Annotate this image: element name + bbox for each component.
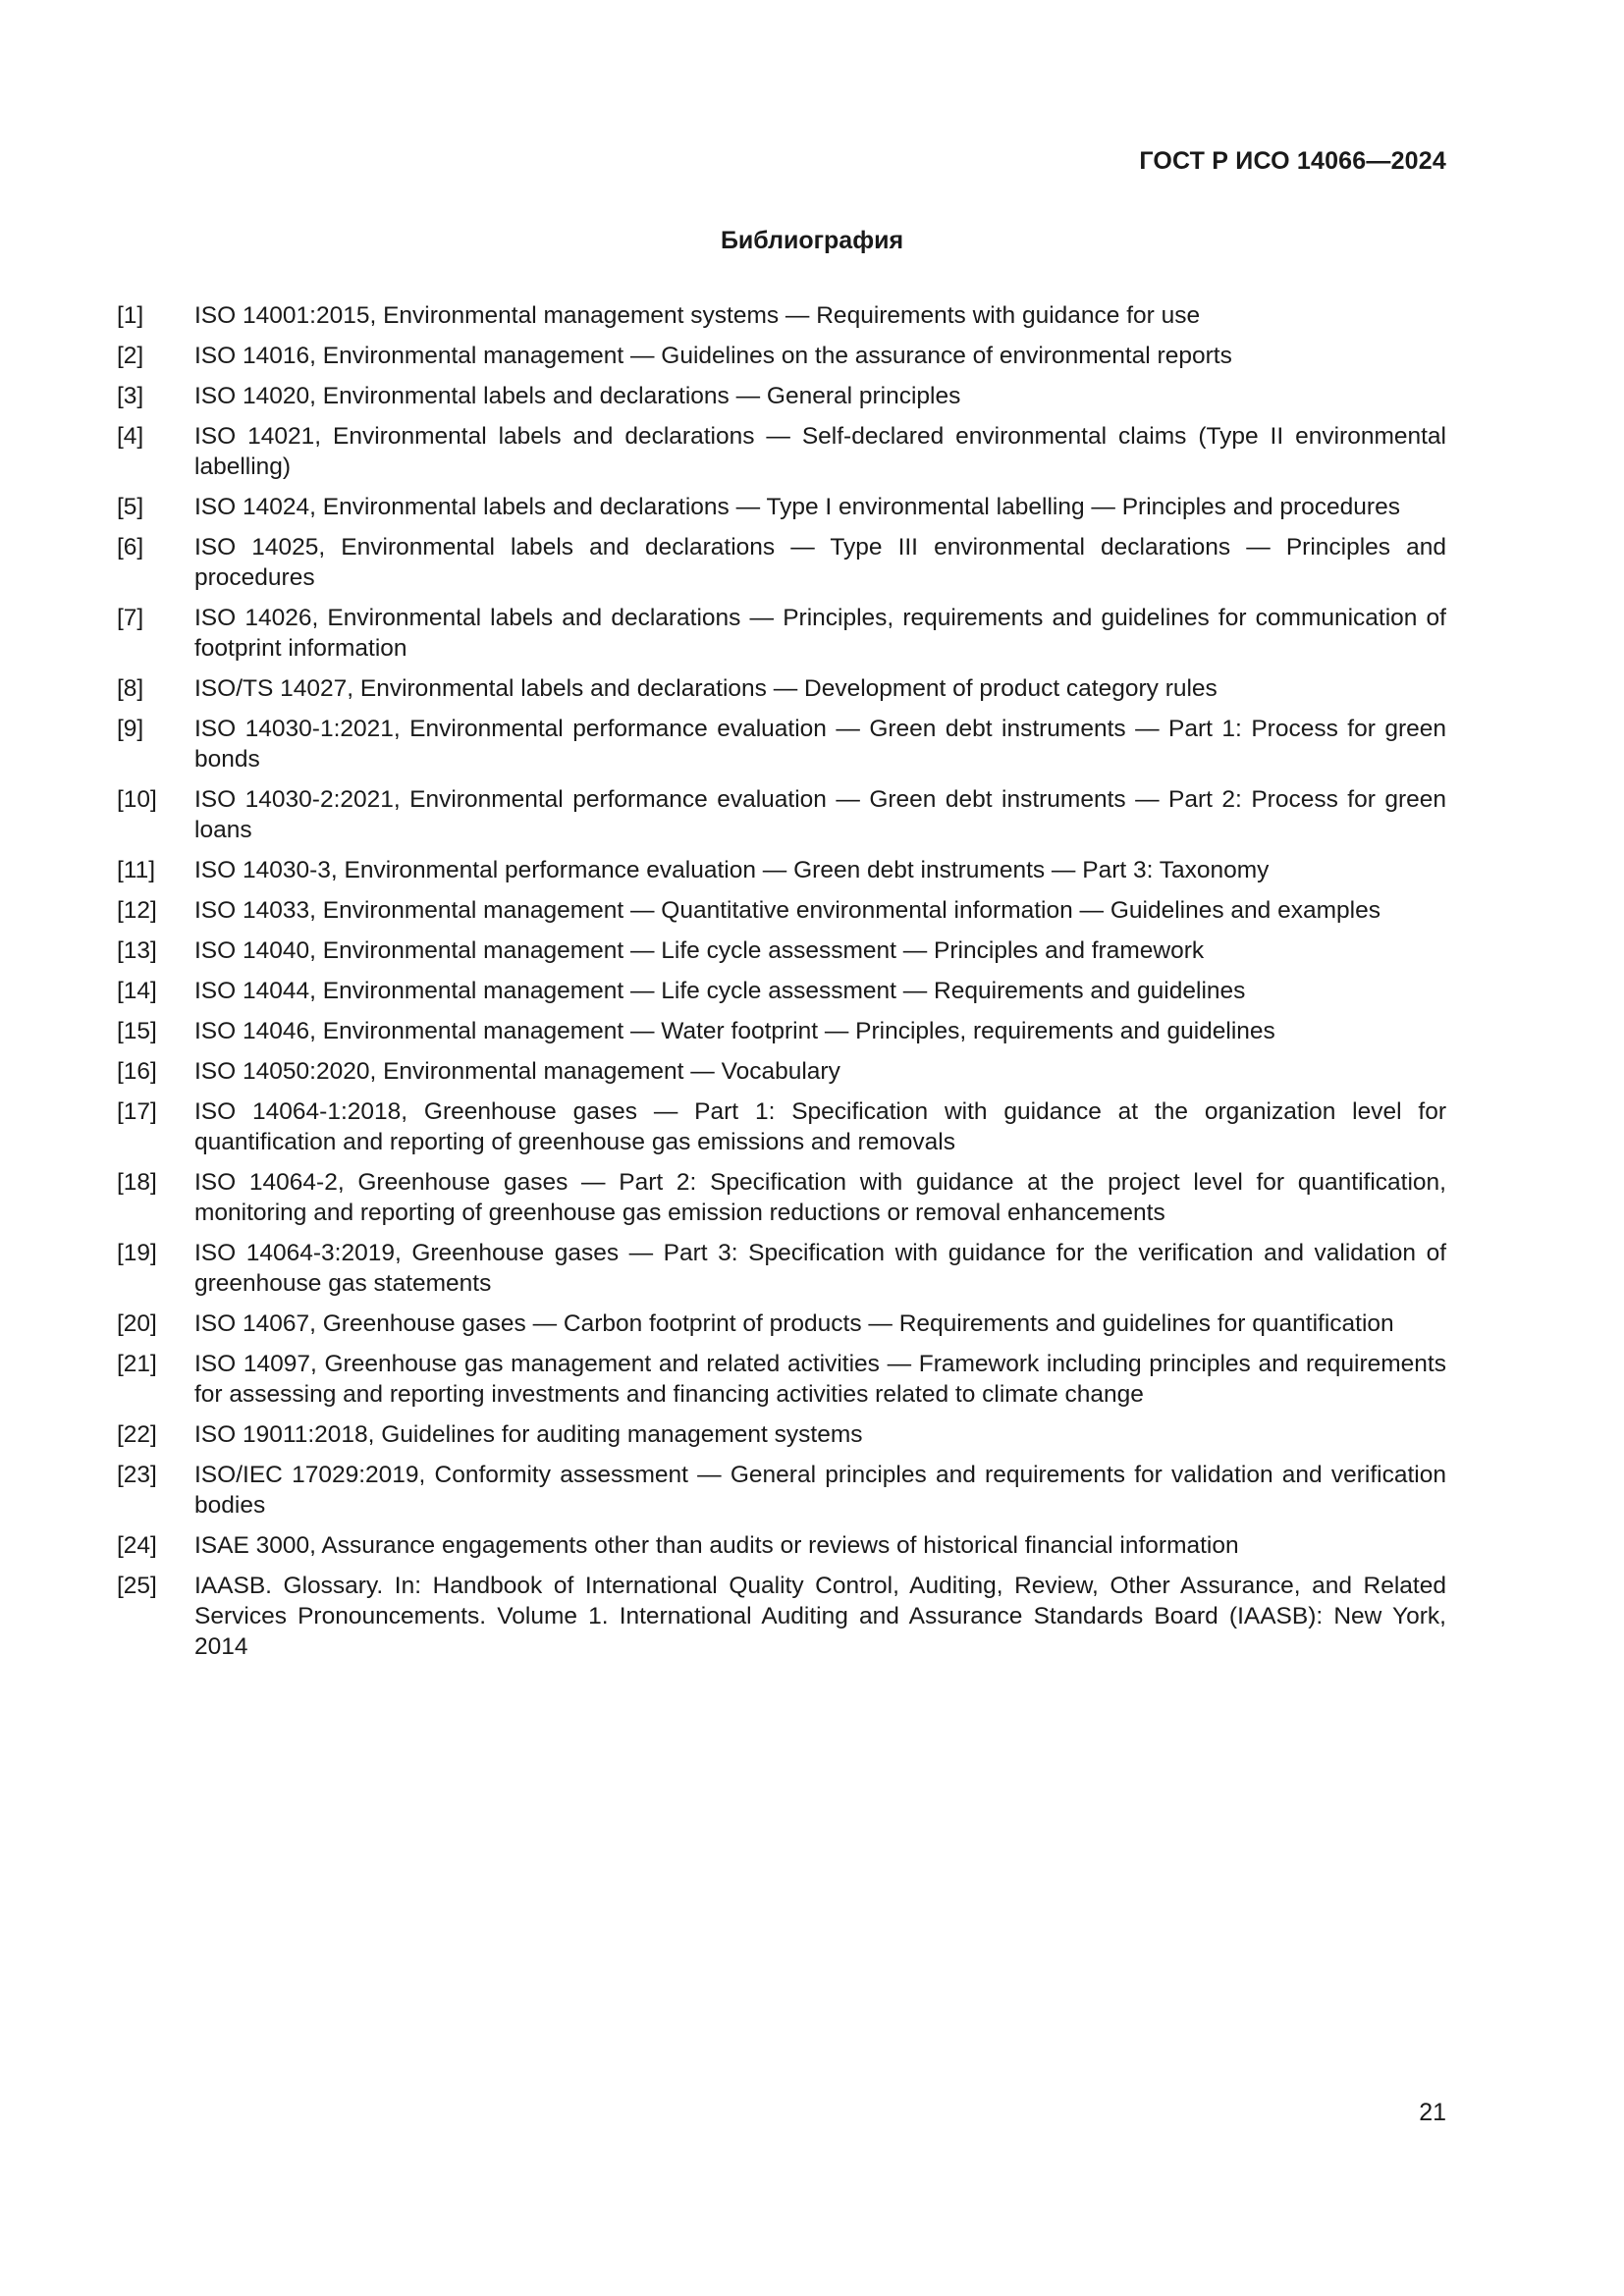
- entry-number: [6]: [117, 534, 144, 561]
- bibliography-entry: [117, 935, 1446, 966]
- bibliography-entry: [117, 492, 1446, 522]
- bibliography-entry: [117, 714, 1446, 774]
- entry-text: ISO 14030-1:2021, Environmental performance evaluation — Green debt instruments — Part 1: Process for green bonds: [194, 716, 1446, 773]
- bibliography-entry: [117, 603, 1446, 664]
- bibliography-entry: [117, 976, 1446, 1006]
- bibliography-entry: [117, 300, 1446, 331]
- bibliography-entry: [117, 341, 1446, 371]
- entry-text: ISO 19011:2018, Guidelines for auditing management systems: [194, 1421, 863, 1448]
- entry-number: [25]: [117, 1573, 157, 1599]
- entry-text: ISO/TS 14027, Environmental labels and declarations — Development of product category rules: [194, 675, 1218, 702]
- entry-text: ISO 14024, Environmental labels and declarations — Type I environmental labelling — Principles and procedures: [194, 494, 1400, 520]
- entry-text: ISO 14097, Greenhouse gas management and related activities — Framework including principles and requirements for assessing and reporting investments and financing activities related to climate change: [194, 1351, 1446, 1408]
- bibliography-entry: [117, 1308, 1446, 1339]
- bibliography-entry: [117, 1571, 1446, 1662]
- bibliography-entry: [117, 1016, 1446, 1046]
- entry-number: [1]: [117, 302, 144, 329]
- entry-number: [20]: [117, 1310, 157, 1337]
- entry-number: [23]: [117, 1462, 157, 1488]
- bibliography-entry: [117, 381, 1446, 411]
- entry-number: [14]: [117, 978, 157, 1004]
- entry-text: ISO 14050:2020, Environmental management — Vocabulary: [194, 1058, 840, 1085]
- bibliography-entry: [117, 1238, 1446, 1299]
- entry-text: ISO 14064-3:2019, Greenhouse gases — Part 3: Specification with guidance for the verification and validation of greenhouse gas statements: [194, 1240, 1446, 1297]
- entry-text: ISO 14064-1:2018, Greenhouse gases — Part 1: Specification with guidance at the organization level for quantification and reporting of greenhouse gas emissions and removals: [194, 1098, 1446, 1155]
- entry-number: [12]: [117, 897, 157, 924]
- entry-number: [5]: [117, 494, 144, 520]
- entry-number: [7]: [117, 605, 144, 631]
- entry-text: ISAE 3000, Assurance engagements other than audits or reviews of historical financial information: [194, 1532, 1239, 1559]
- entry-text: ISO 14030-3, Environmental performance evaluation — Green debt instruments — Part 3: Taxonomy: [194, 857, 1270, 883]
- bibliography-entry: [117, 895, 1446, 926]
- entry-text: ISO 14046, Environmental management — Water footprint — Principles, requirements and guidelines: [194, 1018, 1275, 1044]
- entry-number: [9]: [117, 716, 144, 742]
- entry-text: ISO 14040, Environmental management — Life cycle assessment — Principles and framework: [194, 937, 1205, 964]
- entry-number: [19]: [117, 1240, 157, 1266]
- bibliography-entry: [117, 855, 1446, 885]
- entry-number: [3]: [117, 383, 144, 409]
- entry-number: [16]: [117, 1058, 157, 1085]
- entry-text: ISO 14016, Environmental management — Guidelines on the assurance of environmental reports: [194, 343, 1232, 369]
- entry-text: IAASB. Glossary. In: Handbook of International Quality Control, Auditing, Review, Other Assurance, and Related Services Pronouncements. Volume 1. International Auditing and Assurance Standards Board (IAASB): New York, 2014: [194, 1573, 1446, 1660]
- entry-number: [11]: [117, 857, 156, 883]
- entry-number: [8]: [117, 675, 144, 702]
- entry-number: [15]: [117, 1018, 157, 1044]
- entry-number: [13]: [117, 937, 157, 964]
- entry-text: ISO 14030-2:2021, Environmental performance evaluation — Green debt instruments — Part 2: Process for green loans: [194, 786, 1446, 843]
- entry-text: ISO 14044, Environmental management — Life cycle assessment — Requirements and guidelines: [194, 978, 1246, 1004]
- bibliography-entry: [117, 673, 1446, 704]
- bibliography-entry: [117, 1460, 1446, 1521]
- bibliography-entry: [117, 421, 1446, 482]
- entry-number: [24]: [117, 1532, 157, 1559]
- bibliography-entry: [117, 1056, 1446, 1087]
- entry-number: [10]: [117, 786, 157, 813]
- page-number: 21: [1419, 2099, 1446, 2126]
- entry-text: ISO 14067, Greenhouse gases — Carbon footprint of products — Requirements and guidelines for quantification: [194, 1310, 1394, 1337]
- bibliography-entry: [117, 784, 1446, 845]
- bibliography-entry: [117, 1530, 1446, 1561]
- bibliography-entry: [117, 532, 1446, 593]
- entry-number: [2]: [117, 343, 144, 369]
- entry-text: ISO 14033, Environmental management — Quantitative environmental information — Guidelines and examples: [194, 897, 1380, 924]
- section-title: Библиография: [720, 227, 904, 254]
- bibliography-entry: [117, 1419, 1446, 1450]
- entry-number: [17]: [117, 1098, 157, 1125]
- entry-text: ISO 14020, Environmental labels and declarations — General principles: [194, 383, 961, 409]
- entry-text: ISO 14021, Environmental labels and declarations — Self-declared environmental claims (Type II environmental labelling): [194, 423, 1446, 480]
- entry-text: ISO 14001:2015, Environmental management systems — Requirements with guidance for use: [194, 302, 1201, 329]
- entry-text: ISO 14025, Environmental labels and declarations — Type III environmental declarations — Principles and procedures: [194, 534, 1446, 591]
- document-code: ГОСТ Р ИСО 14066—2024: [1139, 147, 1446, 175]
- bibliography-entry: [117, 1167, 1446, 1228]
- entry-text: ISO 14026, Environmental labels and declarations — Principles, requirements and guidelines for communication of footprint information: [194, 605, 1446, 662]
- bibliography-entry: [117, 1349, 1446, 1410]
- entry-number: [18]: [117, 1169, 157, 1196]
- entry-text: ISO 14064-2, Greenhouse gases — Part 2: Specification with guidance at the project level for quantification, monitoring and reporting of greenhouse gas emission reductions or removal enhancements: [194, 1169, 1446, 1226]
- entry-number: [4]: [117, 423, 144, 450]
- bibliography-entry: [117, 1096, 1446, 1157]
- entry-text: ISO/IEC 17029:2019, Conformity assessment — General principles and requirements for validation and verification bodies: [194, 1462, 1446, 1519]
- entry-number: [21]: [117, 1351, 157, 1377]
- bibliography-list: [117, 300, 1446, 1672]
- entry-number: [22]: [117, 1421, 157, 1448]
